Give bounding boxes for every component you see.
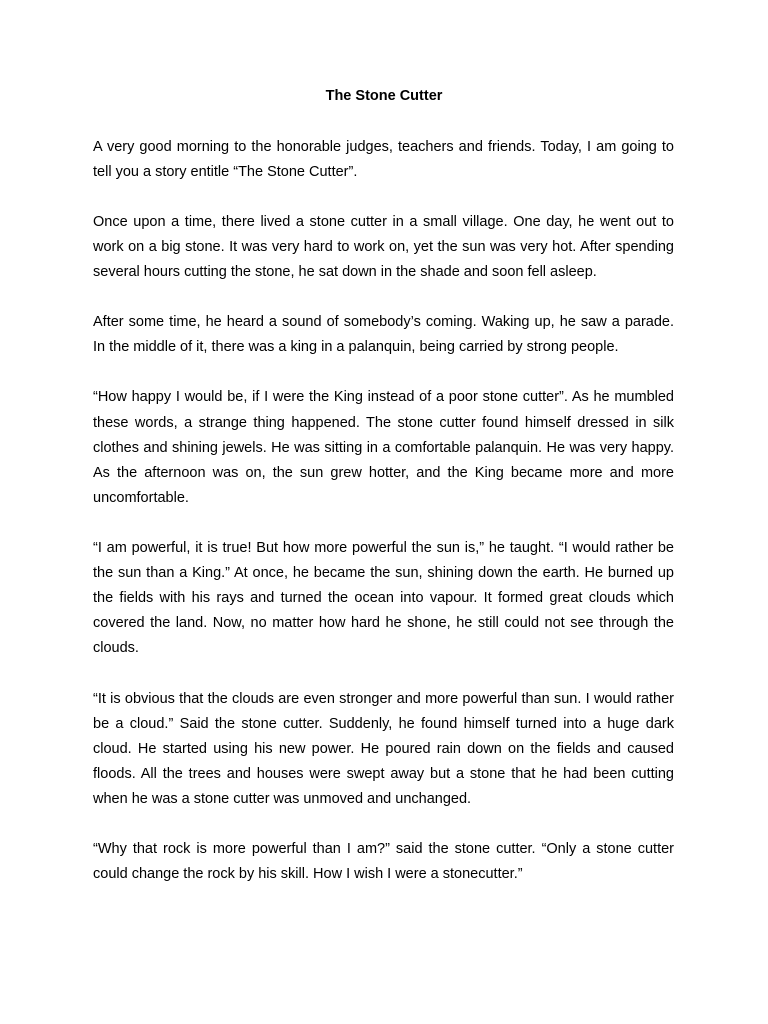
paragraph: Once upon a time, there lived a stone cutter in a small village. One day, he went out to work on a big stone. It was very hard to work on, yet the sun was very hot. After spending several hours cutting the stone, he sat down in the shade and soon fell asleep.: [93, 213, 674, 280]
paragraph: After some time, he heard a sound of somebody’s coming. Waking up, he saw a parade. In the middle of it, there was a king in a palanquin, being carried by strong people.: [93, 314, 674, 356]
paragraph: “Why that rock is more powerful than I am?” said the stone cutter. “Only a stone cutter could change the rock by his skill. How I wish I were a stonecutter.”: [93, 841, 674, 883]
paragraph: “I am powerful, it is true! But how more powerful the sun is,” he taught. “I would rather be the sun than a King.” At once, he became the sun, shining down the earth. He burned up the fields with his rays and turned the ocean into vapour. It formed great clouds which covered the land. Now, no matter how hard he shone, he still could not see through the clouds.: [93, 540, 674, 657]
paragraph: A very good morning to the honorable judges, teachers and friends. Today, I am going to tell you a story entitle “The Stone Cutter”.: [93, 138, 674, 180]
document-title: The Stone Cutter: [325, 88, 443, 104]
paragraph: “It is obvious that the clouds are even stronger and more powerful than sun. I would rather be a cloud.” Said the stone cutter. Suddenly, he found himself turned into a huge dark cloud. He started using his new power. He poured rain down on the fields and caused floods. All the trees and houses were swept away but a stone that he had been cutting when he was a stone cutter was unmoved and unchanged.: [93, 690, 674, 807]
document-body: [93, 135, 674, 913]
paragraph: “How happy I would be, if I were the King instead of a poor stone cutter”. As he mumbled these words, a strange thing happened. The stone cutter found himself dressed in silk clothes and shining jewels. He was sitting in a comfortable palanquin. He was very happy. As the afternoon was on, the sun grew hotter, and the King became more and more uncomfortable.: [93, 389, 674, 506]
